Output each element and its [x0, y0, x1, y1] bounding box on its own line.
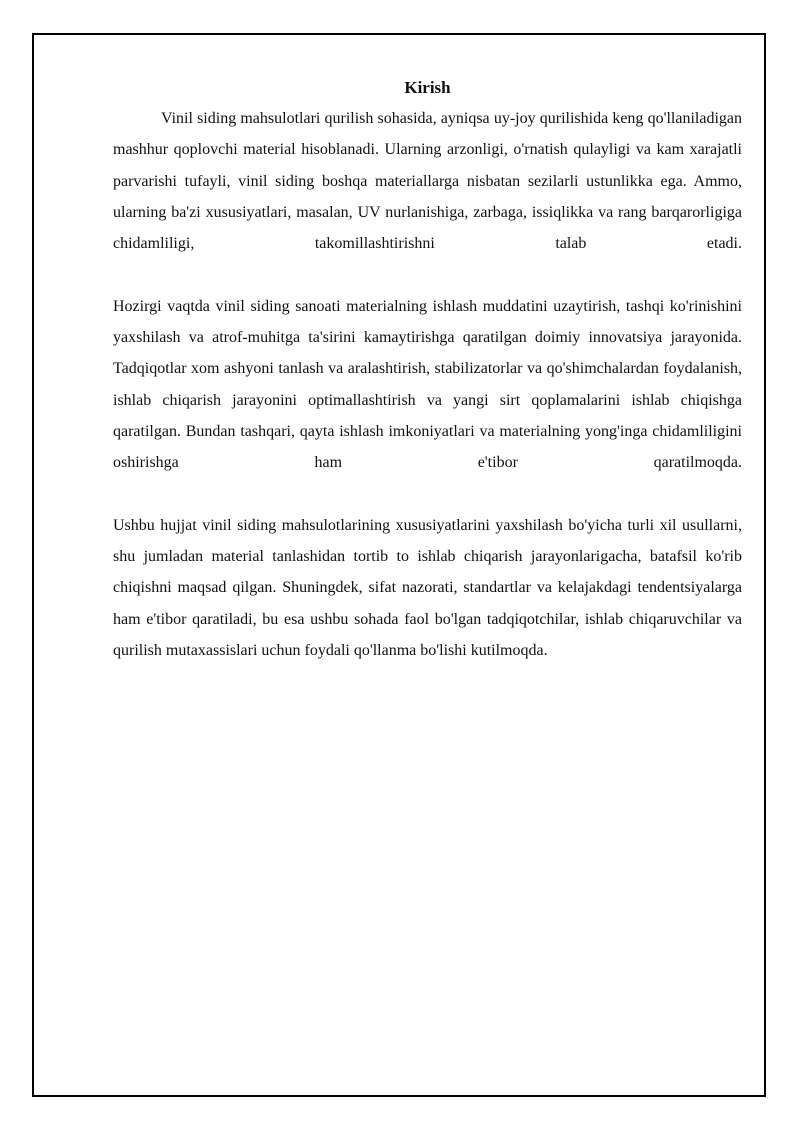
paragraph-3: Ushbu hujjat vinil siding mahsulotlarining xususiyatlarini yaxshilash bo'yicha turli xil usullarni, shu jumladan material tanlashidan tortib to ishlab chiqarish jarayonlarigacha, batafsil ko'rib chiqishni maqsad qilgan. Shuningdek, sifat nazorati, standartlar va kelajakdagi tendentsiyalarga ham e'tibor qaratiladi, bu esa ushbu sohada faol bo'lgan tadqiqotchilar, ishlab chiqaruvchilar va qurilish mutaxassislari uchun foydali qo'llanma bo'lishi kutilmoqda.: [113, 516, 742, 660]
paragraph-2: Hozirgi vaqtda vinil siding sanoati materialning ishlash muddatini uzaytirish, tashqi ko'rinishini yaxshilash va atrof-muhitga ta'sirini kamaytirishga qaratilgan doimiy innovatsiya jarayonida. Tadqiqotlar xom ashyoni tanlash va aralashtirish, stabilizatorlar va qo'shimchalardan foydalanish, ishlab chiqarish jarayonini optimallashtirish va yangi sirt qoplamalarini ishlab chiqishga qaratilgan. Bundan tashqari, qayta ishlash imkoniyatlari va materialning yong'inga chidamliligini oshirishga ham e'tibor qaratilmoqda.: [113, 297, 742, 472]
paragraph-1: Vinil siding mahsulotlari qurilish sohasida, ayniqsa uy-joy qurilishida keng qo'llaniladigan mashhur qoplovchi material hisoblanadi. Ularning arzonligi, o'rnatish qulayligi va kam xarajatli parvarishi tufayli, vinil siding boshqa materiallarga nisbatan sezilarli ustunlikka ega. Ammo, ularning ba'zi xususiyatlari, masalan, UV nurlanishiga, zarbaga, issiqlikka va rang barqarorligiga chidamliligi, takomillashtirishni talab etadi.: [113, 110, 742, 253]
paragraph-spacer: [113, 259, 742, 290]
document-body: [113, 75, 742, 666]
paragraph-spacer: [113, 479, 742, 510]
page-title: Kirish: [404, 78, 451, 97]
